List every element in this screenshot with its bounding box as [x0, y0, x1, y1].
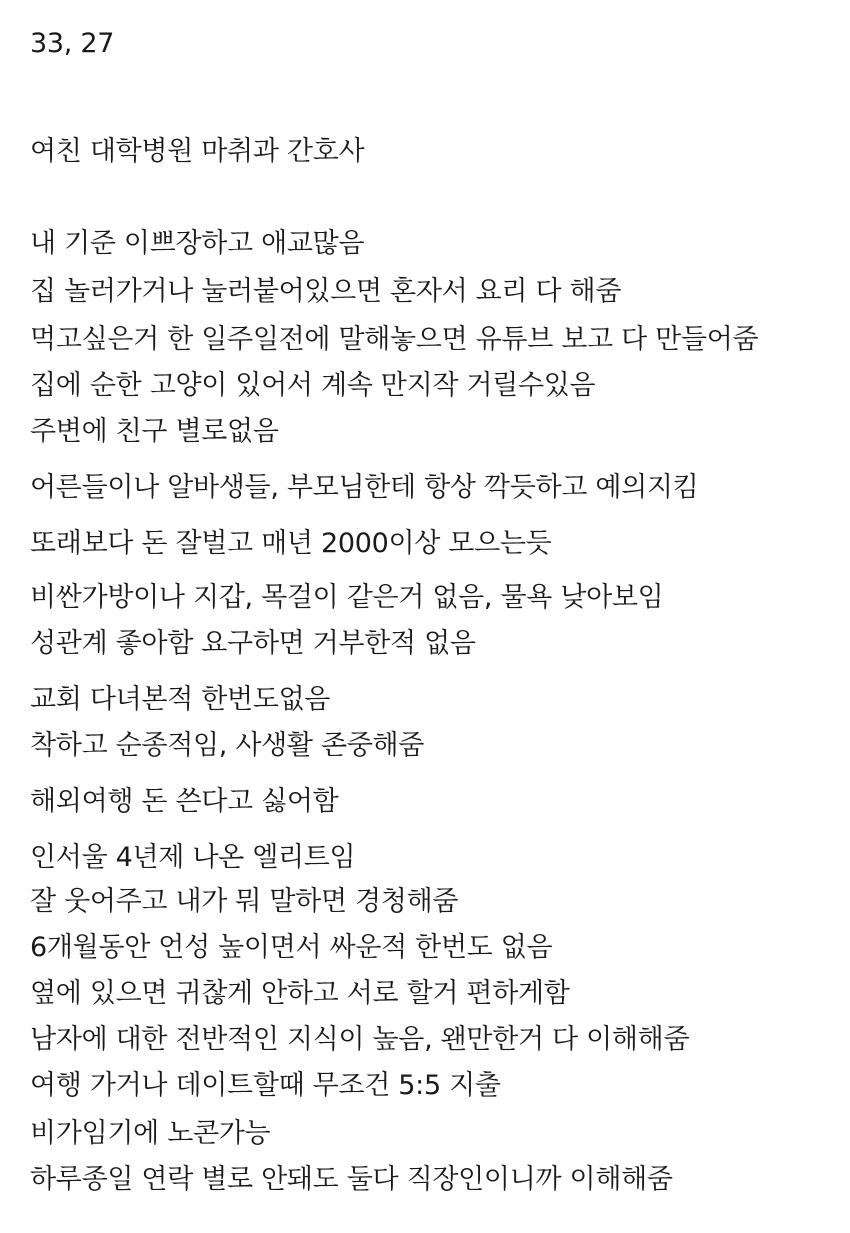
list-item: 또래보다 돈 잘벌고 매년 2000이상 모으는듯 [30, 528, 552, 559]
list-item: 옆에 있으면 귀찮게 안하고 서로 할거 편하게함 [30, 978, 570, 1009]
age-header: 33, 27 [30, 28, 115, 59]
list-item: 집 놀러가거나 눌러붙어있으면 혼자서 요리 다 해줌 [30, 276, 622, 307]
list-item: 해외여행 돈 쓴다고 싫어함 [30, 786, 339, 817]
list-item: 성관계 좋아함 요구하면 거부한적 없음 [30, 628, 476, 659]
list-item: 어른들이나 알바생들, 부모님한테 항상 깍듯하고 예의지킴 [30, 472, 699, 503]
list-item: 내 기준 이쁘장하고 애교많음 [30, 228, 365, 259]
list-item: 하루종일 연락 별로 안돼도 둘다 직장인이니까 이해해줌 [30, 1164, 673, 1195]
list-item: 남자에 대한 전반적인 지식이 높음, 왠만한거 다 이해해줌 [30, 1024, 690, 1055]
list-item: 인서울 4년제 나온 엘리트임 [30, 842, 356, 873]
list-item: 잘 웃어주고 내가 뭐 말하면 경청해줌 [30, 886, 459, 917]
list-item: 비싼가방이나 지갑, 목걸이 같은거 없음, 물욕 낮아보임 [30, 582, 664, 613]
list-item: 교회 다녀본적 한번도없음 [30, 684, 331, 715]
list-item: 먹고싶은거 한 일주일전에 말해놓으면 유튜브 보고 다 만들어줌 [30, 324, 759, 355]
list-item: 착하고 순종적임, 사생활 존중해줌 [30, 730, 425, 761]
list-item: 주변에 친구 별로없음 [30, 416, 279, 447]
intro-line: 여친 대학병원 마취과 간호사 [30, 136, 365, 167]
list-item: 비가임기에 노콘가능 [30, 1118, 271, 1149]
list-item: 6개월동안 언성 높이면서 싸운적 한번도 없음 [30, 932, 553, 963]
list-item: 집에 순한 고양이 있어서 계속 만지작 거릴수있음 [30, 370, 596, 401]
list-item: 여행 가거나 데이트할때 무조건 5:5 지출 [30, 1070, 501, 1101]
